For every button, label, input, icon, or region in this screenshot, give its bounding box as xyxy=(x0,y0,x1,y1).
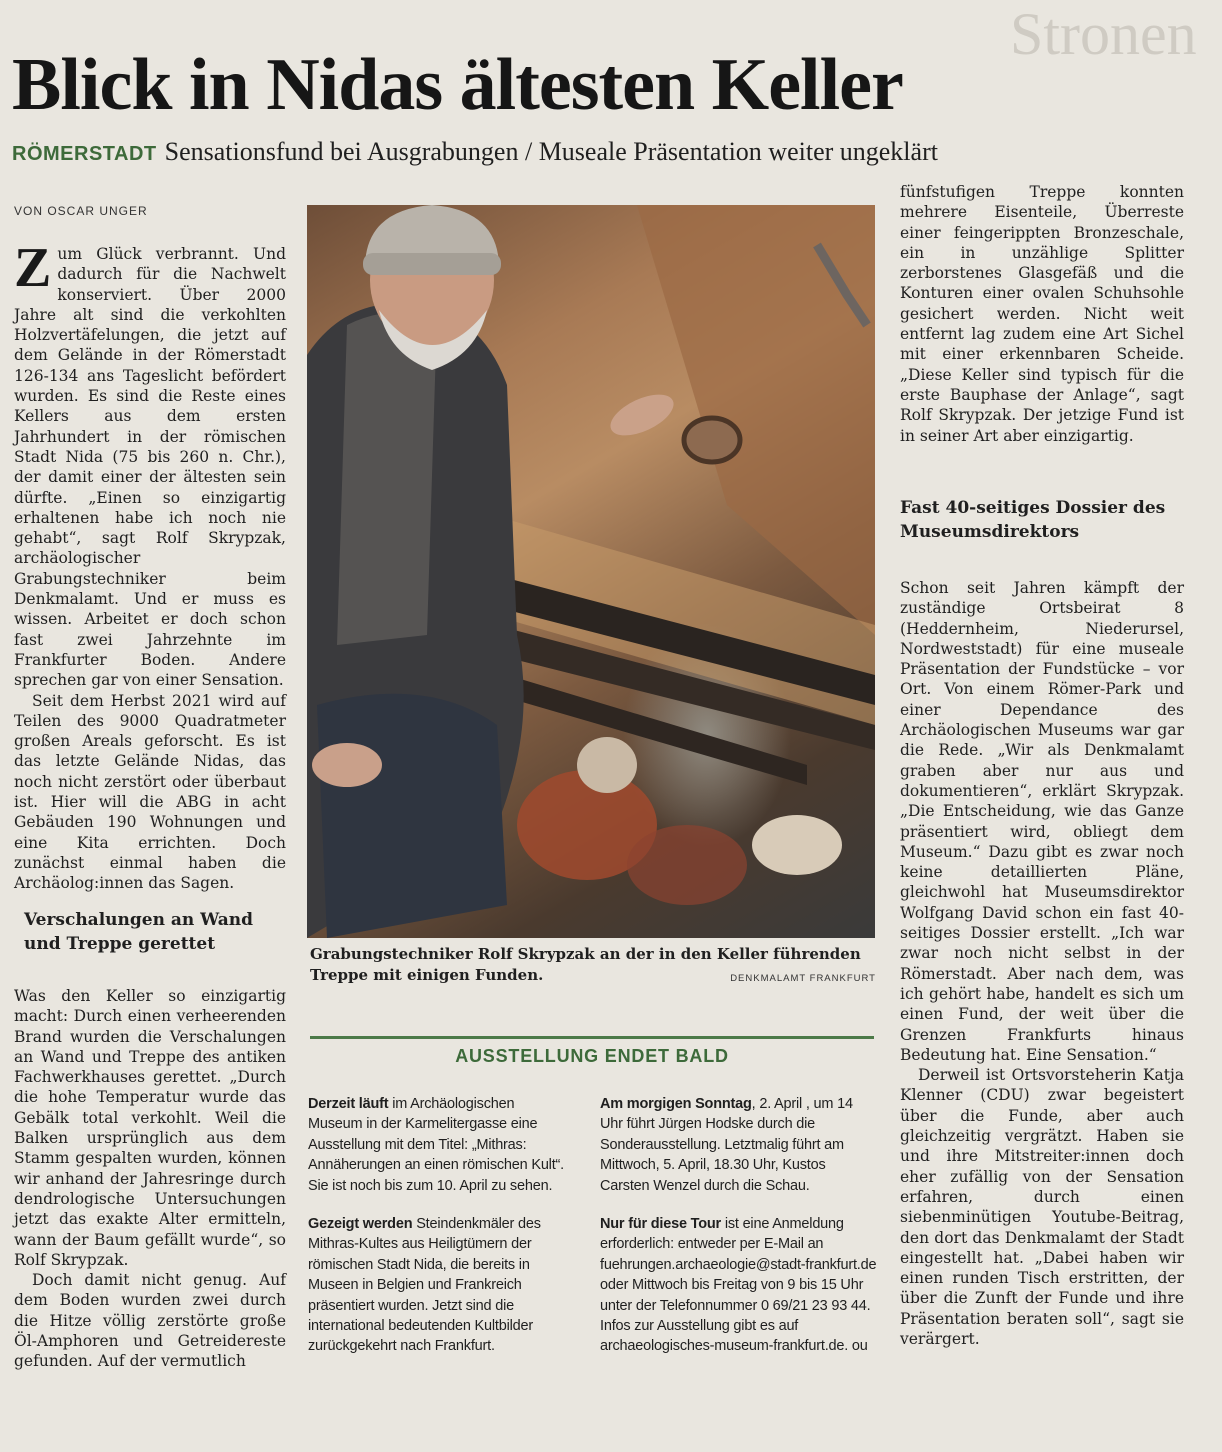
infobox-lead: Am morgigen Sonntag xyxy=(600,1096,752,1112)
infobox-paragraph xyxy=(600,1214,878,1357)
paragraph: fünfstufigen Treppe konnten mehrere Eisenteile, Überreste einer feingerippten Bronzeschale, ein in unzählige Splitter zerborstenes Glasgefäß und die Konturen einer ovalen Schuhsohle gesichert werden. Nicht weit entfernt lag zudem eine Art Sichel mit einer erkennbaren Scheide. „Diese Keller sind typisch für die erste Bauphase der Anlage“, sagt Rolf Skrypzak. Der jetzige Fund ist in seiner Art aber einzigartig. xyxy=(900,183,1184,445)
infobox-text: ist eine Anmeldung erforderlich: entweder per E-Mail an fuehrungen.archaeologie@stadt-frankfurt.de oder Mittwoch bis Freitag von 9 bis 15 Uhr unter der Telefonnummer 0 69/21 23 93 44. Infos zur Ausstellung gibt es auf archaeologisches-museum-frankfurt.de. ou xyxy=(600,1216,877,1355)
paragraph: Schon seit Jahren kämpft der zuständige Ortsbeirat 8 (Heddernheim, Niederursel, Nordweststadt) für eine museale Präsentation der Fundstücke – vor Ort. Von einem Römer-Park und einer Dependance des Archäologischen Museums war gar die Rede. „Wir als Denkmalamt graben aber nur aus und dokumentieren“, erklärt Skrypzak. „Die Entscheidung, wie das Ganze präsentiert wird, obliegt dem Museum.“ Dazu gibt es zwar noch keine detaillierten Pläne, gleichwohl hat Museumsdirektor Wolfgang David schon ein fast 40-seitiges Dossier erstellt. „Ich war zwar noch nicht selbst in der Römerstadt. Aber nach dem, was ich gehört habe, handelt es sich um einen Fund, der weit über die Grenzen Frankfurts hinaus Bedeutung hat. Eine Sensation.“ xyxy=(900,579,1184,1064)
column-3-lower xyxy=(900,578,1184,1349)
deck-text: Sensationsfund bei Ausgrabungen / Museale Präsentation weiter ungeklärt xyxy=(164,137,938,166)
photo-credit: DENKMALAMT FRANKFURT xyxy=(730,973,876,984)
infobox-paragraph xyxy=(600,1094,878,1196)
column-3 xyxy=(900,182,1184,446)
infobox-lead: Nur für diese Tour xyxy=(600,1216,722,1233)
infobox-text: , 2. April , um 14 Uhr führt Jürgen Hodske durch die Sonderausstellung. Letztmalig führt am Mittwoch, 5. April, 18.30 Uhr, Kustos Carsten Wenzel durch die Schau. xyxy=(600,1096,853,1194)
paragraph: Derweil ist Ortsvorsteherin Katja Klenner (CDU) zwar begeistert über die Funde, aber auch gleichzeitig vergrätzt. Haben sie und ihre Mitstreiter:innen doch eher zufällig von der Sensation erfahren, durch einen siebenminütigen Youtube-Beitrag, den dort das Denkmalamt der Stadt eingestellt hat. „Dabei haben wir einen runden Tisch erstritten, der über die Zunft der Funde und ihre Präsentation beraten soll“, sagt sie verärgert. xyxy=(900,1066,1184,1348)
paragraph: Doch damit nicht genug. Auf dem Boden wurden zwei durch die Hitze völlig zerstörte große Öl-Amphoren und Getreidereste gefunden. Auf der vermutlich xyxy=(14,1271,286,1371)
column-1 xyxy=(14,237,286,894)
infobox-paragraph xyxy=(308,1094,572,1196)
infobox-left xyxy=(308,1094,572,1375)
headline: Blick in Nidas ältesten Keller xyxy=(12,44,903,126)
byline: VON OSCAR UNGER xyxy=(14,204,148,218)
deck xyxy=(12,132,1102,174)
photo-caption: Grabungstechniker Rolf Skrypzak an der in den Keller führenden Treppe mit einigen Funden. xyxy=(310,945,861,984)
article-photo xyxy=(307,205,875,938)
infobox-paragraph xyxy=(308,1214,572,1357)
infobox-right xyxy=(600,1094,878,1375)
infobox-rule xyxy=(310,1036,874,1039)
infobox-title: AUSSTELLUNG ENDET BALD xyxy=(455,1046,729,1066)
photo-illustration xyxy=(307,205,875,938)
paragraph-intro-text: um Glück verbrannt. Und dadurch für die Nachwelt konserviert. Über 2000 Jahre alt sind die verkohlten Holzvertäfelungen, die jetzt auf dem Gelände in der Römerstadt 126-134 ans Tageslicht befördert wurden. Es sind die Reste eines Kellers aus dem ersten Jahrhundert in der römischen Stadt Nida (75 bis 260 n. Chr.), der damit einer der ältesten sein dürfte. „Einen so einzigartig erhaltenen habe ich noch nie gehabt“, sagt Rolf Skrypzak, archäologischer Grabungstechniker beim Denkmalamt. Und er muss es wissen. Arbeitet er doch schon fast zwei Jahrzehnte im Frankfurter Boden. Andere sprechen gar von einer Sensation. xyxy=(14,245,286,690)
infobox-lead: Derzeit läuft xyxy=(308,1096,389,1112)
subhead-verschalungen: Verschalungen an Wand und Treppe gerettet xyxy=(24,910,254,954)
subhead-dossier: Fast 40-seitiges Dossier des Museumsdirektors xyxy=(900,498,1166,542)
dropcap: Z xyxy=(14,237,52,299)
paragraph-intro xyxy=(14,237,286,691)
adjacent-article-ghost-headline: Stronen xyxy=(1010,1,1197,67)
paragraph: Was den Keller so einzigartig macht: Durch einen verheerenden Brand wurden die Verschalungen an Wand und Treppe des antiken Fachwerkhauses gerettet. „Durch die hohe Temperatur wurde das Gebälk total verkohlt. Weil die Balken ursprünglich aus dem Stamm gespalten wurden, können wir anhand der Jahresringe durch dendrologische Untersuchungen jetzt das exakte Alter ermitteln, wann der Baum gefällt wurde“, so Rolf Skrypzak. xyxy=(14,987,286,1269)
deck-kicker: RÖMERSTADT xyxy=(12,143,157,165)
column-1-lower xyxy=(14,986,286,1372)
infobox-lead: Gezeigt werden xyxy=(308,1216,413,1233)
paragraph: Seit dem Herbst 2021 wird auf Teilen des 9000 Quadratmeter großen Areals geforscht. Es ist das letzte Gelände Nidas, das noch nicht zerstört oder überbaut ist. Hier will die ABG in acht Gebäuden 190 Wohnungen und eine Kita errichten. Doch zunächst einmal haben die Archäolog:innen das Sagen. xyxy=(14,691,286,893)
infobox-text: im Archäologischen Museum in der Karmelitergasse eine Ausstellung mit dem Titel: „Mithras: Annäherungen an einen römischen Kult“. Sie ist noch bis zum 10. April zu sehen. xyxy=(308,1096,564,1194)
infobox-text: Steindenkmäler des Mithras-Kultes aus Heiligtümern der römischen Stadt Nida, die bereits in Museen in Belgien und Frankreich präsentiert wurden. Jetzt sind die international bedeutenden Kultbilder zurückgekehrt nach Frankfurt. xyxy=(308,1216,541,1355)
